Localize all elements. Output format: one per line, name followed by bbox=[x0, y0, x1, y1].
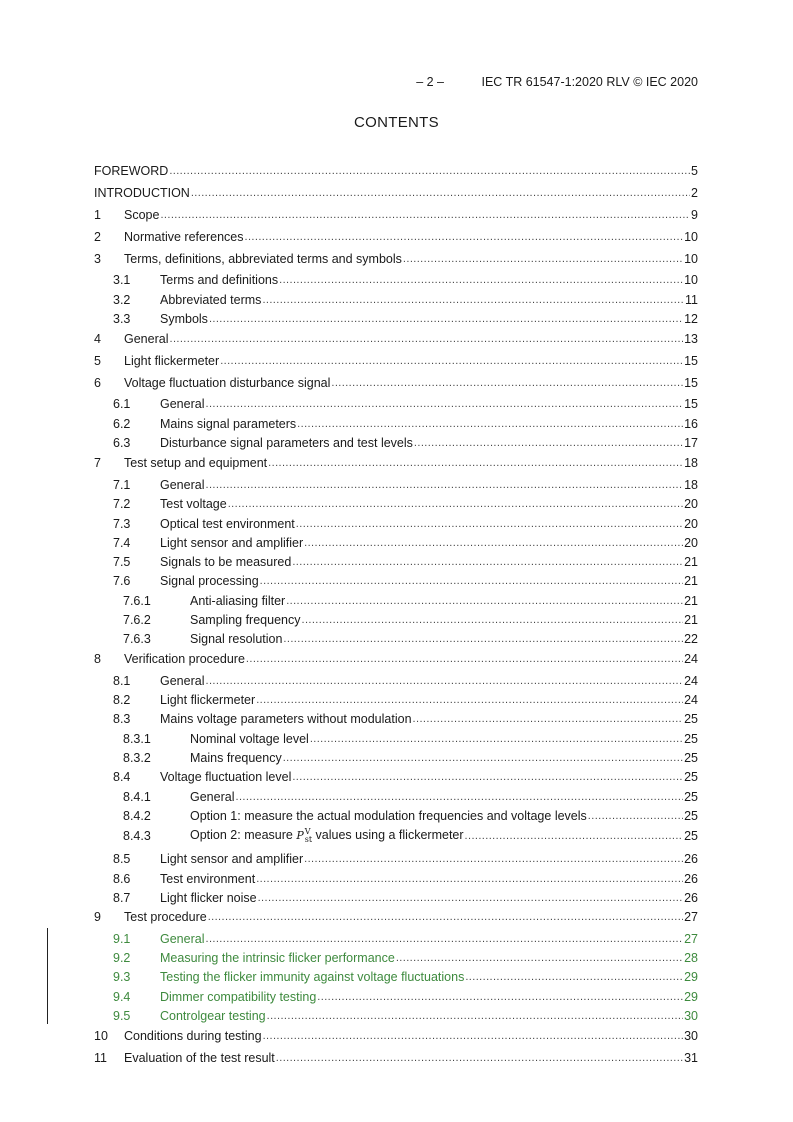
toc-entry[interactable] bbox=[94, 689, 698, 708]
toc-entry[interactable] bbox=[94, 868, 698, 887]
toc-entry-label-text: Option 2: measure bbox=[190, 828, 293, 842]
toc-entry[interactable] bbox=[94, 372, 698, 391]
toc-entry-page: 9 bbox=[691, 208, 698, 222]
toc-entry-label bbox=[124, 332, 168, 347]
toc-entry-label-text: Sampling frequency bbox=[190, 613, 301, 627]
toc-entry-number: 8.3 bbox=[113, 712, 131, 726]
dot-leader bbox=[317, 990, 683, 1005]
toc-entry[interactable] bbox=[94, 551, 698, 570]
toc-entry[interactable] bbox=[94, 308, 698, 327]
toc-entry-label bbox=[160, 1009, 266, 1024]
dot-leader bbox=[297, 417, 683, 432]
toc-entry-page: 10 bbox=[684, 273, 698, 287]
table-of-contents bbox=[94, 0, 698, 1122]
toc-entry[interactable] bbox=[94, 628, 698, 647]
toc-entry-page: 20 bbox=[684, 536, 698, 550]
toc-entry-label-text: Signal processing bbox=[160, 574, 259, 588]
toc-entry[interactable] bbox=[94, 269, 698, 288]
dot-leader bbox=[414, 436, 683, 451]
toc-entry-page: 26 bbox=[684, 852, 698, 866]
toc-entry-label-text: Voltage fluctuation disturbance signal bbox=[124, 376, 331, 390]
dot-leader bbox=[205, 397, 683, 412]
toc-entry-label bbox=[160, 712, 412, 727]
toc-entry-label bbox=[160, 852, 303, 867]
toc-entry-page: 18 bbox=[684, 456, 698, 470]
toc-entry-label bbox=[190, 828, 464, 844]
toc-entry-label bbox=[160, 990, 316, 1005]
toc-entry-label-text: Test environment bbox=[160, 872, 256, 886]
toc-entry-number: 7.6 bbox=[113, 574, 131, 588]
pst-symbol-indices bbox=[305, 828, 312, 844]
toc-entry-label bbox=[124, 376, 330, 391]
toc-entry-number: 9.3 bbox=[113, 970, 131, 984]
toc-entry[interactable] bbox=[94, 289, 698, 308]
toc-entry-label-text: Light sensor and amplifier bbox=[160, 852, 304, 866]
toc-entry-label-text: Mains signal parameters bbox=[160, 417, 297, 431]
toc-entry-label-text: FOREWORD bbox=[94, 164, 169, 178]
toc-entry-page: 25 bbox=[684, 732, 698, 746]
toc-entry-label-text: Test voltage bbox=[160, 497, 227, 511]
toc-entry-label-text-after: values using a flickermeter bbox=[315, 828, 464, 842]
dot-leader bbox=[304, 852, 683, 867]
toc-entry-label bbox=[190, 809, 587, 824]
toc-entry-label bbox=[160, 417, 296, 432]
toc-entry-label bbox=[160, 932, 204, 947]
toc-entry-number: 11 bbox=[94, 1051, 107, 1065]
toc-entry-label-text: Normative references bbox=[124, 230, 244, 244]
toc-entry-label-text: Terms, definitions, abbreviated terms and symbols bbox=[124, 252, 402, 266]
toc-entry-number: 9 bbox=[94, 910, 101, 924]
toc-entry-label bbox=[190, 613, 300, 628]
toc-entry-page: 25 bbox=[684, 770, 698, 784]
toc-entry-label-text: Testing the flicker immunity against voltage fluctuations bbox=[160, 970, 465, 984]
toc-entry-label-text: Mains frequency bbox=[190, 751, 282, 765]
toc-entry-label bbox=[124, 910, 207, 925]
toc-entry[interactable] bbox=[94, 928, 698, 947]
toc-entry-number: 9.4 bbox=[113, 990, 131, 1004]
toc-entry-label bbox=[190, 632, 282, 647]
toc-entry[interactable] bbox=[94, 966, 698, 985]
toc-entry[interactable] bbox=[94, 474, 698, 493]
dot-leader bbox=[246, 652, 683, 667]
toc-entry-number: 7.2 bbox=[113, 497, 131, 511]
toc-entry-page: 10 bbox=[684, 230, 698, 244]
toc-entry-page: 16 bbox=[684, 417, 698, 431]
toc-entry-number: 8.2 bbox=[113, 693, 131, 707]
toc-entry-number: 8.3.2 bbox=[123, 751, 151, 765]
toc-entry-label-text: Dimmer compatibility testing bbox=[160, 990, 317, 1004]
toc-entry-label-text: General bbox=[124, 332, 169, 346]
toc-entry-label-text: Conditions during testing bbox=[124, 1029, 262, 1043]
toc-entry-label bbox=[160, 436, 413, 451]
toc-entry-label bbox=[160, 693, 255, 708]
toc-entry-label-text: Light flicker noise bbox=[160, 891, 257, 905]
toc-entry-label bbox=[190, 751, 282, 766]
toc-entry[interactable] bbox=[94, 805, 698, 824]
toc-entry-label bbox=[160, 970, 464, 985]
toc-entry-number: 9.5 bbox=[113, 1009, 131, 1023]
toc-entry-number: 7.6.3 bbox=[123, 632, 151, 646]
toc-entry-number: 7.5 bbox=[113, 555, 131, 569]
toc-entry[interactable] bbox=[94, 766, 698, 785]
dot-leader bbox=[276, 1051, 683, 1066]
toc-entry-page: 30 bbox=[684, 1029, 698, 1043]
dot-leader bbox=[205, 932, 683, 947]
toc-entry[interactable] bbox=[94, 160, 698, 179]
pst-superscript: V bbox=[304, 827, 311, 836]
toc-entry-label-text: Measuring the intrinsic flicker performance bbox=[160, 951, 395, 965]
dot-leader bbox=[205, 674, 683, 689]
toc-entry-page: 11 bbox=[685, 293, 698, 307]
toc-entry-number: 8.5 bbox=[113, 852, 131, 866]
toc-entry-page: 29 bbox=[684, 970, 698, 984]
toc-entry-number: 4 bbox=[94, 332, 101, 346]
toc-entry-label-text: Signals to be measured bbox=[160, 555, 292, 569]
toc-entry[interactable] bbox=[94, 887, 698, 906]
toc-entry[interactable] bbox=[94, 609, 698, 628]
toc-entry-label-text: Test procedure bbox=[124, 910, 207, 924]
toc-entry-label bbox=[124, 354, 219, 369]
toc-entry-label-text: Test setup and equipment bbox=[124, 456, 268, 470]
toc-entry-label bbox=[160, 397, 204, 412]
toc-entry-number: 8.3.1 bbox=[123, 732, 151, 746]
toc-entry-label bbox=[160, 517, 295, 532]
toc-entry-number: 9.1 bbox=[113, 932, 131, 946]
toc-entry-page: 21 bbox=[684, 555, 698, 569]
toc-entry-number: 1 bbox=[94, 208, 101, 222]
toc-entry-page: 15 bbox=[684, 397, 698, 411]
toc-entry[interactable] bbox=[94, 825, 698, 844]
toc-entry-page: 5 bbox=[691, 164, 698, 178]
toc-entry-label-text: Light flickermeter bbox=[160, 693, 256, 707]
toc-entry-page: 15 bbox=[684, 354, 698, 368]
dot-leader bbox=[301, 613, 683, 628]
dot-leader bbox=[263, 1029, 684, 1044]
toc-entry[interactable] bbox=[94, 708, 698, 727]
toc-entry-number: 8.7 bbox=[113, 891, 131, 905]
toc-entry[interactable] bbox=[94, 226, 698, 245]
toc-entry-page: 12 bbox=[684, 312, 698, 326]
toc-entry[interactable] bbox=[94, 532, 698, 551]
toc-entry-page: 25 bbox=[684, 712, 698, 726]
dot-leader bbox=[279, 273, 683, 288]
toc-entry-label bbox=[124, 208, 159, 223]
toc-entry-number: 8 bbox=[94, 652, 101, 666]
toc-entry-page: 31 bbox=[684, 1051, 698, 1065]
toc-entry-label bbox=[160, 574, 259, 589]
dot-leader bbox=[310, 732, 683, 747]
toc-entry[interactable] bbox=[94, 648, 698, 667]
dot-leader bbox=[588, 809, 683, 824]
document-id: IEC TR 61547-1:2020 RLV © IEC 2020 bbox=[481, 75, 698, 89]
dot-leader bbox=[304, 536, 683, 551]
toc-entry-number: 7.4 bbox=[113, 536, 131, 550]
dot-leader bbox=[396, 951, 683, 966]
page-number: – 2 – bbox=[416, 75, 444, 89]
toc-entry-label bbox=[160, 536, 303, 551]
toc-entry-label-text: Nominal voltage level bbox=[190, 732, 309, 746]
toc-entry-page: 29 bbox=[684, 990, 698, 1004]
toc-entry[interactable] bbox=[94, 590, 698, 609]
toc-entry-number: 3.1 bbox=[113, 273, 131, 287]
toc-entry-label-text: Optical test environment bbox=[160, 517, 295, 531]
toc-entry-label bbox=[160, 478, 204, 493]
dot-leader bbox=[292, 555, 683, 570]
toc-entry-page: 24 bbox=[684, 674, 698, 688]
toc-entry-label bbox=[124, 652, 245, 667]
toc-entry[interactable] bbox=[94, 1025, 698, 1044]
toc-entry-label bbox=[160, 555, 291, 570]
toc-entry-label bbox=[124, 1029, 262, 1044]
toc-entry-number: 2 bbox=[94, 230, 101, 244]
toc-entry-label-text: Terms and definitions bbox=[160, 273, 279, 287]
toc-entry-page: 18 bbox=[684, 478, 698, 492]
pst-symbol bbox=[296, 829, 312, 842]
toc-entry[interactable] bbox=[94, 350, 698, 369]
toc-entry-label-text: Symbols bbox=[160, 312, 208, 326]
dot-leader bbox=[331, 376, 683, 391]
dot-leader bbox=[286, 594, 683, 609]
toc-entry[interactable] bbox=[94, 393, 698, 412]
toc-entry[interactable] bbox=[94, 432, 698, 451]
dot-leader bbox=[292, 770, 683, 785]
toc-entry-number: 8.6 bbox=[113, 872, 131, 886]
toc-entry-label-text: Verification procedure bbox=[124, 652, 245, 666]
toc-entry-number: 3.2 bbox=[113, 293, 131, 307]
dot-leader bbox=[208, 910, 683, 925]
toc-entry-label bbox=[160, 770, 291, 785]
toc-entry[interactable] bbox=[94, 670, 698, 689]
toc-entry-page: 24 bbox=[684, 693, 698, 707]
toc-entry-number: 3.3 bbox=[113, 312, 131, 326]
toc-entry-page: 13 bbox=[684, 332, 698, 346]
contents-title: CONTENTS bbox=[354, 114, 439, 131]
toc-entry-page: 21 bbox=[684, 574, 698, 588]
toc-entry[interactable] bbox=[94, 786, 698, 805]
toc-entry[interactable] bbox=[94, 413, 698, 432]
toc-entry-number: 8.4 bbox=[113, 770, 131, 784]
toc-entry-page: 22 bbox=[684, 632, 698, 646]
dot-leader bbox=[228, 497, 683, 512]
toc-entry-number: 6.1 bbox=[113, 397, 131, 411]
toc-entry-page: 30 bbox=[684, 1009, 698, 1023]
dot-leader bbox=[205, 478, 683, 493]
toc-entry-label-text: General bbox=[160, 478, 205, 492]
toc-entry-number: 6.3 bbox=[113, 436, 131, 450]
toc-entry-number: 9.2 bbox=[113, 951, 131, 965]
toc-entry-page: 25 bbox=[684, 809, 698, 823]
toc-entry-label-text: Voltage fluctuation level bbox=[160, 770, 292, 784]
dot-leader bbox=[258, 891, 684, 906]
dot-leader bbox=[160, 208, 690, 223]
toc-entry-label bbox=[160, 273, 278, 288]
toc-entry[interactable] bbox=[94, 513, 698, 532]
dot-leader bbox=[413, 712, 684, 727]
toc-entry-label bbox=[190, 790, 234, 805]
dot-leader bbox=[267, 1009, 683, 1024]
toc-entry-number: 5 bbox=[94, 354, 101, 368]
toc-entry-page: 20 bbox=[684, 517, 698, 531]
toc-entry-number: 8.4.2 bbox=[123, 809, 151, 823]
toc-entry[interactable] bbox=[94, 947, 698, 966]
toc-entry-label-text: Option 1: measure the actual modulation frequencies and voltage levels bbox=[190, 809, 587, 823]
dot-leader bbox=[256, 693, 683, 708]
toc-entry-number: 8.1 bbox=[113, 674, 131, 688]
toc-entry-label-text: General bbox=[160, 674, 205, 688]
toc-entry-number: 8.4.3 bbox=[123, 829, 151, 843]
toc-entry-number: 7.3 bbox=[113, 517, 131, 531]
toc-entry-label-text: Abbreviated terms bbox=[160, 293, 262, 307]
toc-entry-number: 3 bbox=[94, 252, 101, 266]
toc-entry-page: 25 bbox=[684, 751, 698, 765]
toc-entry-label bbox=[124, 456, 267, 471]
toc-entry-label-text: Light flickermeter bbox=[124, 354, 220, 368]
toc-entry-label bbox=[160, 293, 261, 308]
toc-entry[interactable] bbox=[94, 328, 698, 347]
toc-entry-page: 27 bbox=[684, 932, 698, 946]
toc-entry-label bbox=[160, 872, 255, 887]
dot-leader bbox=[268, 456, 683, 471]
toc-entry[interactable] bbox=[94, 570, 698, 589]
toc-entry-page: 10 bbox=[684, 252, 698, 266]
dot-leader bbox=[262, 293, 684, 308]
toc-entry-label bbox=[124, 252, 402, 267]
toc-entry-page: 17 bbox=[684, 436, 698, 450]
toc-entry-page: 25 bbox=[684, 829, 698, 843]
pst-subscript: st bbox=[304, 835, 313, 844]
dot-leader bbox=[235, 790, 683, 805]
dot-leader bbox=[209, 312, 683, 327]
toc-entry-label bbox=[94, 186, 190, 201]
toc-entry-page: 15 bbox=[684, 376, 698, 390]
dot-leader bbox=[256, 872, 683, 887]
toc-entry-label-text: Light sensor and amplifier bbox=[160, 536, 304, 550]
toc-entry-page: 20 bbox=[684, 497, 698, 511]
toc-entry-label bbox=[190, 732, 309, 747]
toc-entry-number: 6.2 bbox=[113, 417, 131, 431]
toc-entry[interactable] bbox=[94, 747, 698, 766]
toc-entry-label bbox=[160, 497, 227, 512]
toc-entry-page: 25 bbox=[684, 790, 698, 804]
pst-symbol-base: P bbox=[296, 829, 304, 842]
toc-entry[interactable] bbox=[94, 728, 698, 747]
toc-entry-number: 7.1 bbox=[113, 478, 131, 492]
dot-leader bbox=[245, 230, 684, 245]
toc-entry-label-text: Evaluation of the test result bbox=[124, 1051, 275, 1065]
toc-entry[interactable] bbox=[94, 452, 698, 471]
toc-entry-label bbox=[190, 594, 285, 609]
toc-entry-label bbox=[160, 951, 395, 966]
toc-entry-page: 21 bbox=[684, 594, 698, 608]
toc-entry-label bbox=[160, 312, 208, 327]
toc-entry-label-text: General bbox=[190, 790, 235, 804]
toc-entry-page: 26 bbox=[684, 872, 698, 886]
toc-entry[interactable] bbox=[94, 848, 698, 867]
toc-entry-page: 24 bbox=[684, 652, 698, 666]
toc-entry-label-text: Controlgear testing bbox=[160, 1009, 266, 1023]
dot-leader bbox=[220, 354, 683, 369]
toc-entry[interactable] bbox=[94, 1005, 698, 1024]
dot-leader bbox=[296, 517, 683, 532]
dot-leader bbox=[283, 751, 683, 766]
toc-entry-label bbox=[124, 1051, 275, 1066]
dot-leader bbox=[465, 829, 684, 844]
toc-entry[interactable] bbox=[94, 204, 698, 223]
toc-entry-label bbox=[160, 674, 204, 689]
toc-entry[interactable] bbox=[94, 1047, 698, 1066]
dot-leader bbox=[191, 186, 690, 201]
toc-entry-number: 7.6.2 bbox=[123, 613, 151, 627]
dot-leader bbox=[283, 632, 683, 647]
dot-leader bbox=[169, 164, 690, 179]
toc-entry-label-text: Anti-aliasing filter bbox=[190, 594, 286, 608]
toc-entry-page: 28 bbox=[684, 951, 698, 965]
toc-entry-number: 6 bbox=[94, 376, 101, 390]
toc-entry-label bbox=[124, 230, 244, 245]
toc-entry-number: 7 bbox=[94, 456, 101, 470]
toc-entry-label-text: INTRODUCTION bbox=[94, 186, 190, 200]
dot-leader bbox=[169, 332, 683, 347]
toc-entry-label-text: General bbox=[160, 932, 205, 946]
toc-entry-number: 10 bbox=[94, 1029, 108, 1043]
toc-entry[interactable] bbox=[94, 248, 698, 267]
toc-entry-label-text: General bbox=[160, 397, 205, 411]
toc-entry-page: 27 bbox=[684, 910, 698, 924]
toc-entry-label-text: Signal resolution bbox=[190, 632, 283, 646]
toc-entry-number: 7.6.1 bbox=[123, 594, 151, 608]
toc-entry[interactable] bbox=[94, 493, 698, 512]
toc-entry-label bbox=[160, 891, 257, 906]
toc-entry[interactable] bbox=[94, 182, 698, 201]
toc-entry[interactable] bbox=[94, 906, 698, 925]
toc-entry-number: 8.4.1 bbox=[123, 790, 151, 804]
toc-entry-label-text: Disturbance signal parameters and test levels bbox=[160, 436, 413, 450]
toc-entry-label-text: Scope bbox=[124, 208, 160, 222]
dot-leader bbox=[403, 252, 683, 267]
toc-entry[interactable] bbox=[94, 986, 698, 1005]
toc-entry-label-text: Mains voltage parameters without modulation bbox=[160, 712, 412, 726]
toc-entry-page: 2 bbox=[691, 186, 698, 200]
toc-entry-page: 26 bbox=[684, 891, 698, 905]
toc-entry-label bbox=[94, 164, 168, 179]
dot-leader bbox=[260, 574, 683, 589]
toc-entry-page: 21 bbox=[684, 613, 698, 627]
dot-leader bbox=[465, 970, 683, 985]
revision-change-bar bbox=[47, 928, 48, 1024]
